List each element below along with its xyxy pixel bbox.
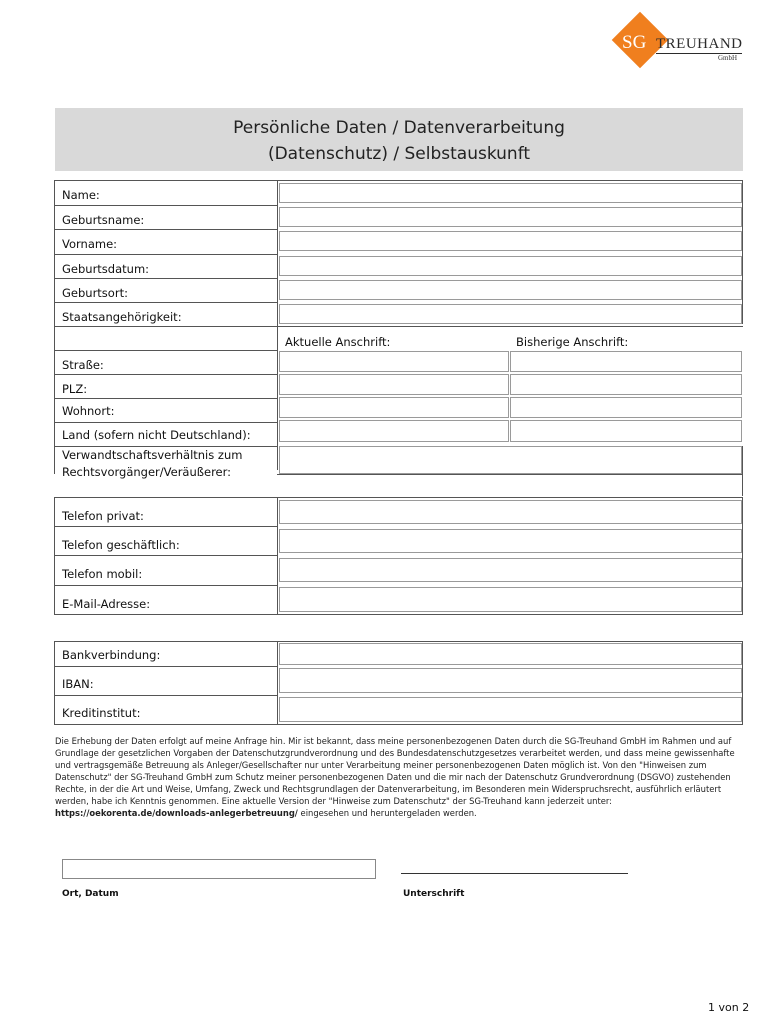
birthname-field[interactable] [279, 207, 742, 227]
phone-private-label: Telefon privat: [62, 509, 144, 523]
consent-text: Die Erhebung der Daten erfolgt auf meine Anfrage hin. Mir ist bekannt, dass meine personenbezogenen Daten durch die SG-Treuhand GmbH im Rahmen und auf Grundlage der gesetzlichen Vorgaben der Datenschutzgrundverordnung und des Bundesdatenschutzgesetzes verarbeitet werden, und dass meine gewissenhafte und vertragsgemäße Betreuung als Anleger/Gesellschafter nur unter Verarbeitung meiner personenbezogenen Daten möglich ist. Von den "Hinweisen zum Datenschutz" der SG-Treuhand GmbH zum Schutz meiner personenbezogenen Daten und die mir nach der Datenschutz Grundverordnung (DSGVO) zustehenden Rechte, in der die Art und Weise, Umfang, Zweck und Rechtsgrundlagen der Datenverarbeitung, im Besonderen mein Widerspruchsrecht, ausführlich erläutert werden, habe ich Kenntnis genommen. Eine aktuelle Version der "Hinweise zum Datenschutz" der SG-Treuhand kann jederzeit unter: [55, 736, 735, 806]
divider [742, 497, 743, 615]
consent-paragraph [55, 735, 745, 819]
logo-name: TREUHAND [656, 36, 743, 52]
phone-business-field[interactable] [279, 529, 742, 553]
relation-label-line2: Rechtsvorgänger/Veräußerer: [62, 465, 232, 479]
phone-mobile-label: Telefon mobil: [62, 567, 143, 581]
phone-private-field[interactable] [279, 500, 742, 524]
previous-country-field[interactable] [510, 420, 742, 442]
place-date-field[interactable] [62, 859, 376, 879]
name-field[interactable] [279, 183, 742, 203]
current-city-field[interactable] [279, 397, 509, 418]
divider [54, 724, 743, 725]
current-zip-field[interactable] [279, 374, 509, 395]
current-address-header: Aktuelle Anschrift: [285, 335, 391, 349]
divider [54, 555, 277, 556]
divider [54, 497, 55, 615]
divider [54, 278, 277, 279]
divider [742, 180, 743, 324]
email-label: E-Mail-Adresse: [62, 597, 151, 611]
title-line-1: Persönliche Daten / Datenverarbeitung [233, 118, 565, 138]
city-label: Wohnort: [62, 404, 115, 418]
birthplace-field[interactable] [279, 280, 742, 300]
divider [54, 446, 277, 447]
divider [54, 205, 277, 206]
divider [54, 585, 277, 586]
institute-field[interactable] [279, 697, 742, 722]
iban-label: IBAN: [62, 677, 94, 691]
divider [54, 695, 277, 696]
divider [54, 398, 277, 399]
logo-suffix: GmbH [718, 54, 738, 62]
divider [54, 350, 55, 474]
place-date-label: Ort, Datum [62, 889, 119, 899]
previous-address-header: Bisherige Anschrift: [516, 335, 629, 349]
birthname-label: Geburtsname: [62, 213, 145, 227]
relation-field[interactable] [279, 446, 742, 474]
current-street-field[interactable] [279, 351, 509, 372]
logo-initials: SG [622, 32, 647, 53]
consent-link[interactable]: https://oekorenta.de/downloads-anlegerbetreuung/ [55, 808, 298, 818]
divider [54, 614, 743, 615]
bank-label: Bankverbindung: [62, 648, 161, 662]
institute-label: Kreditinstitut: [62, 706, 141, 720]
zip-label: PLZ: [62, 382, 88, 396]
title-line-2: (Datenschutz) / Selbstauskunft [267, 144, 531, 164]
bank-field[interactable] [279, 643, 742, 665]
phone-mobile-field[interactable] [279, 558, 742, 582]
divider [277, 180, 278, 470]
divider [54, 326, 743, 327]
phone-business-label: Telefon geschäftlich: [62, 538, 180, 552]
divider [54, 254, 277, 255]
previous-city-field[interactable] [510, 397, 742, 418]
birthplace-label: Geburtsort: [62, 286, 128, 300]
divider [742, 641, 743, 725]
divider [54, 666, 277, 667]
nationality-label: Staatsangehörigkeit: [62, 310, 182, 324]
divider [54, 229, 277, 230]
title-banner [55, 108, 743, 171]
current-country-field[interactable] [279, 420, 509, 442]
divider [54, 350, 277, 351]
divider [54, 422, 277, 423]
birthdate-field[interactable] [279, 256, 742, 276]
divider [54, 526, 277, 527]
divider [277, 497, 278, 615]
divider [54, 180, 743, 181]
divider [54, 180, 55, 354]
firstname-label: Vorname: [62, 237, 118, 251]
previous-zip-field[interactable] [510, 374, 742, 395]
relation-label-line1: Verwandtschaftsverhältnis zum [62, 448, 243, 462]
divider [54, 374, 277, 375]
consent-suffix: eingesehen und heruntergeladen werden. [297, 808, 477, 818]
country-label: Land (sofern nicht Deutschland): [62, 428, 251, 442]
nationality-field[interactable] [279, 304, 742, 324]
signature-line[interactable] [401, 873, 628, 874]
signature-label: Unterschrift [403, 889, 465, 899]
divider [277, 474, 743, 475]
birthdate-label: Geburtsdatum: [62, 262, 150, 276]
street-label: Straße: [62, 358, 104, 372]
divider [54, 497, 743, 498]
page-indicator: 1 von 2 [708, 1001, 750, 1014]
previous-street-field[interactable] [510, 351, 742, 372]
divider [277, 641, 278, 725]
divider [742, 446, 743, 496]
divider [54, 302, 277, 303]
divider [54, 641, 743, 642]
name-label: Name: [62, 188, 100, 202]
email-field[interactable] [279, 587, 742, 612]
divider [54, 641, 55, 725]
firstname-field[interactable] [279, 231, 742, 251]
iban-field[interactable] [279, 668, 742, 693]
